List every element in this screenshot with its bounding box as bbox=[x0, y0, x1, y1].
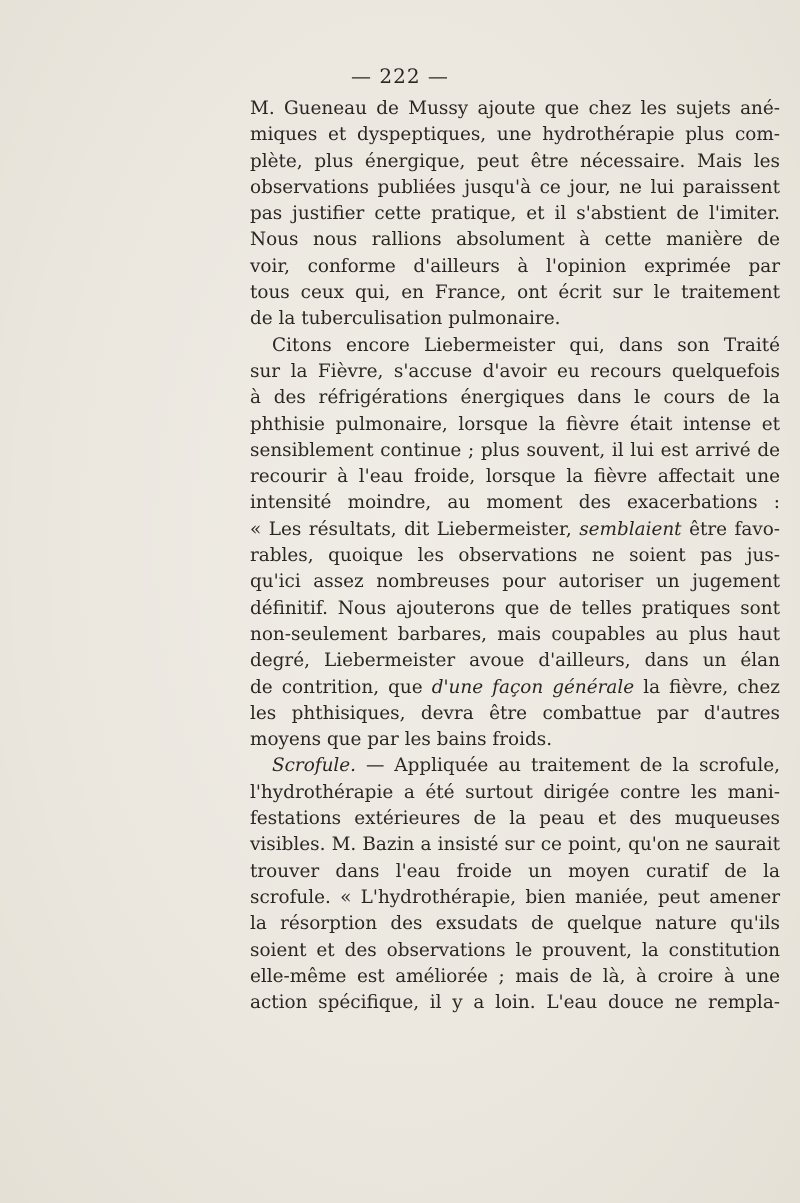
text-line: sensiblement continue ; plus souvent, il lui est arrivé de bbox=[250, 439, 780, 461]
text-line: visibles. M. Bazin a insisté sur ce point, qu'on ne saurait bbox=[250, 834, 780, 856]
text-line: sur la Fièvre, s'accuse d'avoir eu recours quelquefois bbox=[250, 360, 780, 382]
text-line: définitif. Nous ajouterons que de telles pratiques sont bbox=[250, 597, 780, 619]
text-line: trouver dans l'eau froide un moyen curatif de la bbox=[250, 860, 780, 882]
text-line: Citons encore Liebermeister qui, dans son Traité bbox=[272, 334, 780, 356]
text-line: degré, Liebermeister avoue d'ailleurs, dans un élan bbox=[250, 650, 780, 672]
text-line: elle-même est améliorée ; mais de là, à croire à une bbox=[250, 965, 780, 987]
text-line: action spécifique, il y a loin. L'eau douce ne rempla- bbox=[250, 992, 780, 1014]
text-line: scrofule. « L'hydrothérapie, bien maniée, peut amener bbox=[250, 886, 780, 908]
text-line: pas justifier cette pratique, et il s'abstient de l'imiter. bbox=[250, 203, 780, 225]
text-line: rables, quoique les observations ne soient pas jus- bbox=[250, 545, 780, 567]
text-line bbox=[250, 675, 780, 701]
text-line: Nous nous rallions absolument à cette manière de bbox=[250, 229, 780, 251]
text-line: moyens que par les bains froids. bbox=[250, 729, 553, 751]
text-line bbox=[250, 753, 780, 779]
page-number: — 222 — bbox=[351, 64, 449, 88]
text-line: M. Gueneau de Mussy ajoute que chez les sujets ané- bbox=[250, 98, 780, 119]
text-line: phthisie pulmonaire, lorsque la fièvre était intense et bbox=[250, 413, 780, 435]
text-line: recourir à l'eau froide, lorsque la fièvre affectait une bbox=[250, 466, 780, 488]
body-text bbox=[250, 96, 780, 1016]
text-line: les phthisiques, devra être combattue par d'autres bbox=[250, 702, 780, 724]
text-line: soient et des observations le prouvent, la constitution bbox=[250, 939, 780, 961]
text-line: festations extérieures de la peau et des muqueuses bbox=[250, 808, 780, 830]
text-line: la résorption des exsudats de quelque nature qu'ils bbox=[250, 913, 780, 935]
text-line: non-seulement barbares, mais coupables au plus haut bbox=[250, 623, 780, 645]
text-line: voir, conforme d'ailleurs à l'opinion exprimée par bbox=[250, 255, 780, 277]
italic-text: d'une façon générale bbox=[431, 676, 635, 698]
text-line bbox=[250, 517, 780, 543]
italic-text: semblaient bbox=[579, 518, 682, 540]
text-line: qu'ici assez nombreuses pour autoriser un jugement bbox=[250, 571, 780, 593]
text-line: miques et dyspeptiques, une hydrothérapie plus com- bbox=[250, 124, 780, 146]
text-line: plète, plus énergique, peut être nécessaire. Mais les bbox=[250, 150, 780, 172]
text-line: intensité moindre, au moment des exacerbations : bbox=[250, 492, 780, 514]
text-segment: « Les résultats, dit Liebermeister, bbox=[250, 518, 572, 540]
text-segment: — Appliquée au traitement de la scrofule, bbox=[365, 755, 780, 777]
text-line: tous ceux qui, en France, ont écrit sur le traitement bbox=[250, 282, 780, 304]
text-segment: la fièvre, chez bbox=[643, 676, 780, 698]
section-heading: Scrofule. bbox=[272, 755, 357, 777]
text-line: à des réfrigérations énergiques dans le cours de la bbox=[250, 387, 780, 409]
text-line: de la tuberculisation pulmonaire. bbox=[250, 308, 561, 330]
text-segment: de contrition, que bbox=[250, 676, 423, 698]
text-line: l'hydrothérapie a été surtout dirigée contre les mani- bbox=[250, 781, 780, 803]
text-line: observations publiées jusqu'à ce jour, ne lui paraissent bbox=[250, 176, 780, 198]
text-segment: être favo- bbox=[689, 518, 780, 540]
